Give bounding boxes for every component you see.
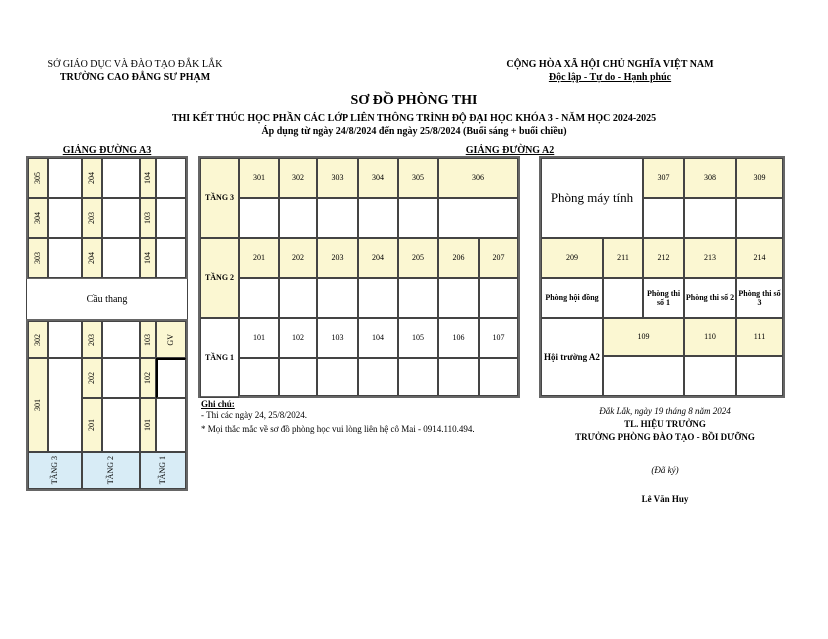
a2-seat bbox=[239, 198, 279, 238]
republic-name: CỘNG HÒA XÃ HỘI CHỦ NGHĨA VIỆT NAM bbox=[506, 59, 714, 70]
a2-room: 302 bbox=[279, 158, 317, 198]
a3-room-201: 201 bbox=[82, 398, 102, 452]
council-room: Phòng hội đồng bbox=[541, 278, 603, 318]
a3-seat bbox=[102, 198, 140, 238]
a3-seat bbox=[102, 358, 140, 398]
a3-seat bbox=[48, 198, 82, 238]
signer-name: Lê Văn Huy bbox=[641, 494, 689, 504]
a2-room: 206 bbox=[438, 238, 479, 278]
a2-room: 203 bbox=[317, 238, 358, 278]
a2-seat bbox=[239, 358, 279, 396]
a2-room: 101 bbox=[239, 318, 279, 358]
a3-room: 203 bbox=[82, 198, 102, 238]
a2-seat bbox=[279, 358, 317, 396]
a2-room: 304 bbox=[358, 158, 398, 198]
a3-room: 204 bbox=[82, 238, 102, 278]
a3-teacher-room: GV bbox=[156, 321, 186, 358]
computer-room: Phòng máy tính bbox=[541, 158, 643, 238]
a2-seat bbox=[317, 198, 358, 238]
a2-room-309: 309 bbox=[736, 158, 783, 198]
a2-room: 306 bbox=[438, 158, 518, 198]
a2-room-308: 308 bbox=[684, 158, 736, 198]
exam-room-3: Phòng thi số 3 bbox=[736, 278, 783, 318]
a3-seat bbox=[48, 321, 82, 358]
a2-seat bbox=[279, 198, 317, 238]
a2-room: 102 bbox=[279, 318, 317, 358]
a2-room: 105 bbox=[398, 318, 438, 358]
a2-room-110: 110 bbox=[684, 318, 736, 356]
signer-role-2: TRƯỞNG PHÒNG ĐÀO TẠO - BỒI DƯỠNG bbox=[575, 432, 755, 442]
a3-seat bbox=[48, 358, 82, 452]
a3-floor-3: TẦNG 3 bbox=[28, 452, 82, 489]
place-date: Đắk Lắk, ngày 19 tháng 8 năm 2024 bbox=[599, 406, 731, 416]
a2-room: 107 bbox=[479, 318, 518, 358]
a2-room-111: 111 bbox=[736, 318, 783, 356]
a2-room: 204 bbox=[358, 238, 398, 278]
a3-seat bbox=[102, 238, 140, 278]
a2-seat bbox=[358, 198, 398, 238]
a3-room: 103 bbox=[140, 198, 156, 238]
a3-seat bbox=[102, 158, 140, 198]
a2-seat bbox=[358, 358, 398, 396]
a2-room: 103 bbox=[317, 318, 358, 358]
a3-label: GIẢNG ĐƯỜNG A3 bbox=[62, 145, 152, 156]
a2-seat bbox=[643, 198, 684, 238]
a3-seat bbox=[156, 238, 186, 278]
a2-room: 205 bbox=[398, 238, 438, 278]
a2-room-213: 213 bbox=[684, 238, 736, 278]
a2-seat bbox=[736, 198, 783, 238]
a3-room: 204 bbox=[82, 158, 102, 198]
notes-title: Ghi chú: bbox=[201, 399, 235, 409]
a2-seat bbox=[398, 358, 438, 396]
a2-room: 303 bbox=[317, 158, 358, 198]
a2-room: 301 bbox=[239, 158, 279, 198]
a3-seat bbox=[102, 398, 140, 452]
a2-room: 207 bbox=[479, 238, 518, 278]
a2-seat bbox=[603, 278, 643, 318]
a2-seat bbox=[317, 278, 358, 318]
a3-room: 305 bbox=[28, 158, 48, 198]
a2-seat bbox=[736, 356, 783, 396]
a3-seat bbox=[156, 398, 186, 452]
a2-room: 202 bbox=[279, 238, 317, 278]
notes-line-2: * Mọi thắc mắc về sơ đồ phòng học vui lòng liên hệ cô Mai - 0914.110.494. bbox=[201, 424, 475, 434]
stairs: Cầu thang bbox=[26, 279, 188, 319]
a2-room-211: 211 bbox=[603, 238, 643, 278]
page-title: SƠ ĐỒ PHÒNG THI bbox=[350, 93, 478, 108]
signed-mark: (Đã ký) bbox=[651, 465, 679, 475]
a2-label: GIẢNG ĐƯỜNG A2 bbox=[465, 145, 555, 156]
a3-room: 104 bbox=[140, 158, 156, 198]
a3-floor-1: TẦNG 1 bbox=[140, 452, 186, 489]
a2-seat bbox=[398, 278, 438, 318]
a2-seat bbox=[438, 358, 479, 396]
motto: Độc lập - Tự do - Hạnh phúc bbox=[548, 72, 672, 83]
a2-seat bbox=[438, 278, 479, 318]
a3-seat bbox=[48, 158, 82, 198]
a2-seat bbox=[239, 278, 279, 318]
notes-line-1: - Thi các ngày 24, 25/8/2024. bbox=[201, 410, 308, 420]
a2-room-212: 212 bbox=[643, 238, 684, 278]
a2-room-109: 109 bbox=[603, 318, 684, 356]
a3-room: 303 bbox=[28, 238, 48, 278]
signer-role-1: TL. HIỆU TRƯỞNG bbox=[624, 419, 706, 429]
a3-room-102: 102 bbox=[140, 358, 156, 398]
a3-room-301: 301 bbox=[28, 358, 48, 452]
a3-room-203: 203 bbox=[82, 321, 102, 358]
a3-room: 104 bbox=[140, 238, 156, 278]
a2-seat bbox=[358, 278, 398, 318]
page-subtitle: THI KẾT THÚC HỌC PHẦN CÁC LỚP LIÊN THÔNG TRÌNH ĐỘ ĐẠI HỌC KHÓA 3 - NĂM HỌC 2024-2025 bbox=[171, 113, 657, 124]
a3-room-202: 202 bbox=[82, 358, 102, 398]
a2-seat bbox=[684, 356, 736, 396]
a3-seat bbox=[156, 358, 186, 398]
a2-room: 201 bbox=[239, 238, 279, 278]
school-name: TRƯỜNG CAO ĐẲNG SƯ PHẠM bbox=[59, 72, 211, 83]
a2-floor3-label: TẦNG 3 bbox=[200, 158, 239, 238]
a3-floor-2: TẦNG 2 bbox=[82, 452, 140, 489]
exam-room-1: Phòng thi số 1 bbox=[643, 278, 684, 318]
a2-seat bbox=[479, 358, 518, 396]
a3-room: 304 bbox=[28, 198, 48, 238]
a2-room: 104 bbox=[358, 318, 398, 358]
hall-a2: Hội trường A2 bbox=[541, 318, 603, 396]
a2-seat bbox=[398, 198, 438, 238]
a2-seat bbox=[479, 278, 518, 318]
a2-seat bbox=[438, 198, 518, 238]
a3-room-302: 302 bbox=[28, 321, 48, 358]
a2-seat bbox=[684, 198, 736, 238]
a2-seat bbox=[603, 356, 684, 396]
a3-room-101: 101 bbox=[140, 398, 156, 452]
apply-dates: Áp dụng từ ngày 24/8/2024 đến ngày 25/8/2024 (Buổi sáng + buổi chiều) bbox=[261, 126, 567, 137]
ministry-name: SỞ GIÁO DỤC VÀ ĐÀO TẠO ĐẮK LẮK bbox=[47, 59, 223, 70]
a2-room-214: 214 bbox=[736, 238, 783, 278]
a2-floor2-label: TẦNG 2 bbox=[200, 238, 239, 318]
a3-seat bbox=[156, 158, 186, 198]
a2-floor1-label: TẦNG 1 bbox=[200, 318, 239, 398]
a3-seat bbox=[102, 321, 140, 358]
a2-room-209: 209 bbox=[541, 238, 603, 278]
a2-room: 305 bbox=[398, 158, 438, 198]
a3-seat bbox=[48, 238, 82, 278]
a2-room-307: 307 bbox=[643, 158, 684, 198]
a2-room: 106 bbox=[438, 318, 479, 358]
exam-room-2: Phòng thi số 2 bbox=[684, 278, 736, 318]
a3-room-103: 103 bbox=[140, 321, 156, 358]
a2-seat bbox=[317, 358, 358, 396]
a3-seat bbox=[156, 198, 186, 238]
a2-seat bbox=[279, 278, 317, 318]
